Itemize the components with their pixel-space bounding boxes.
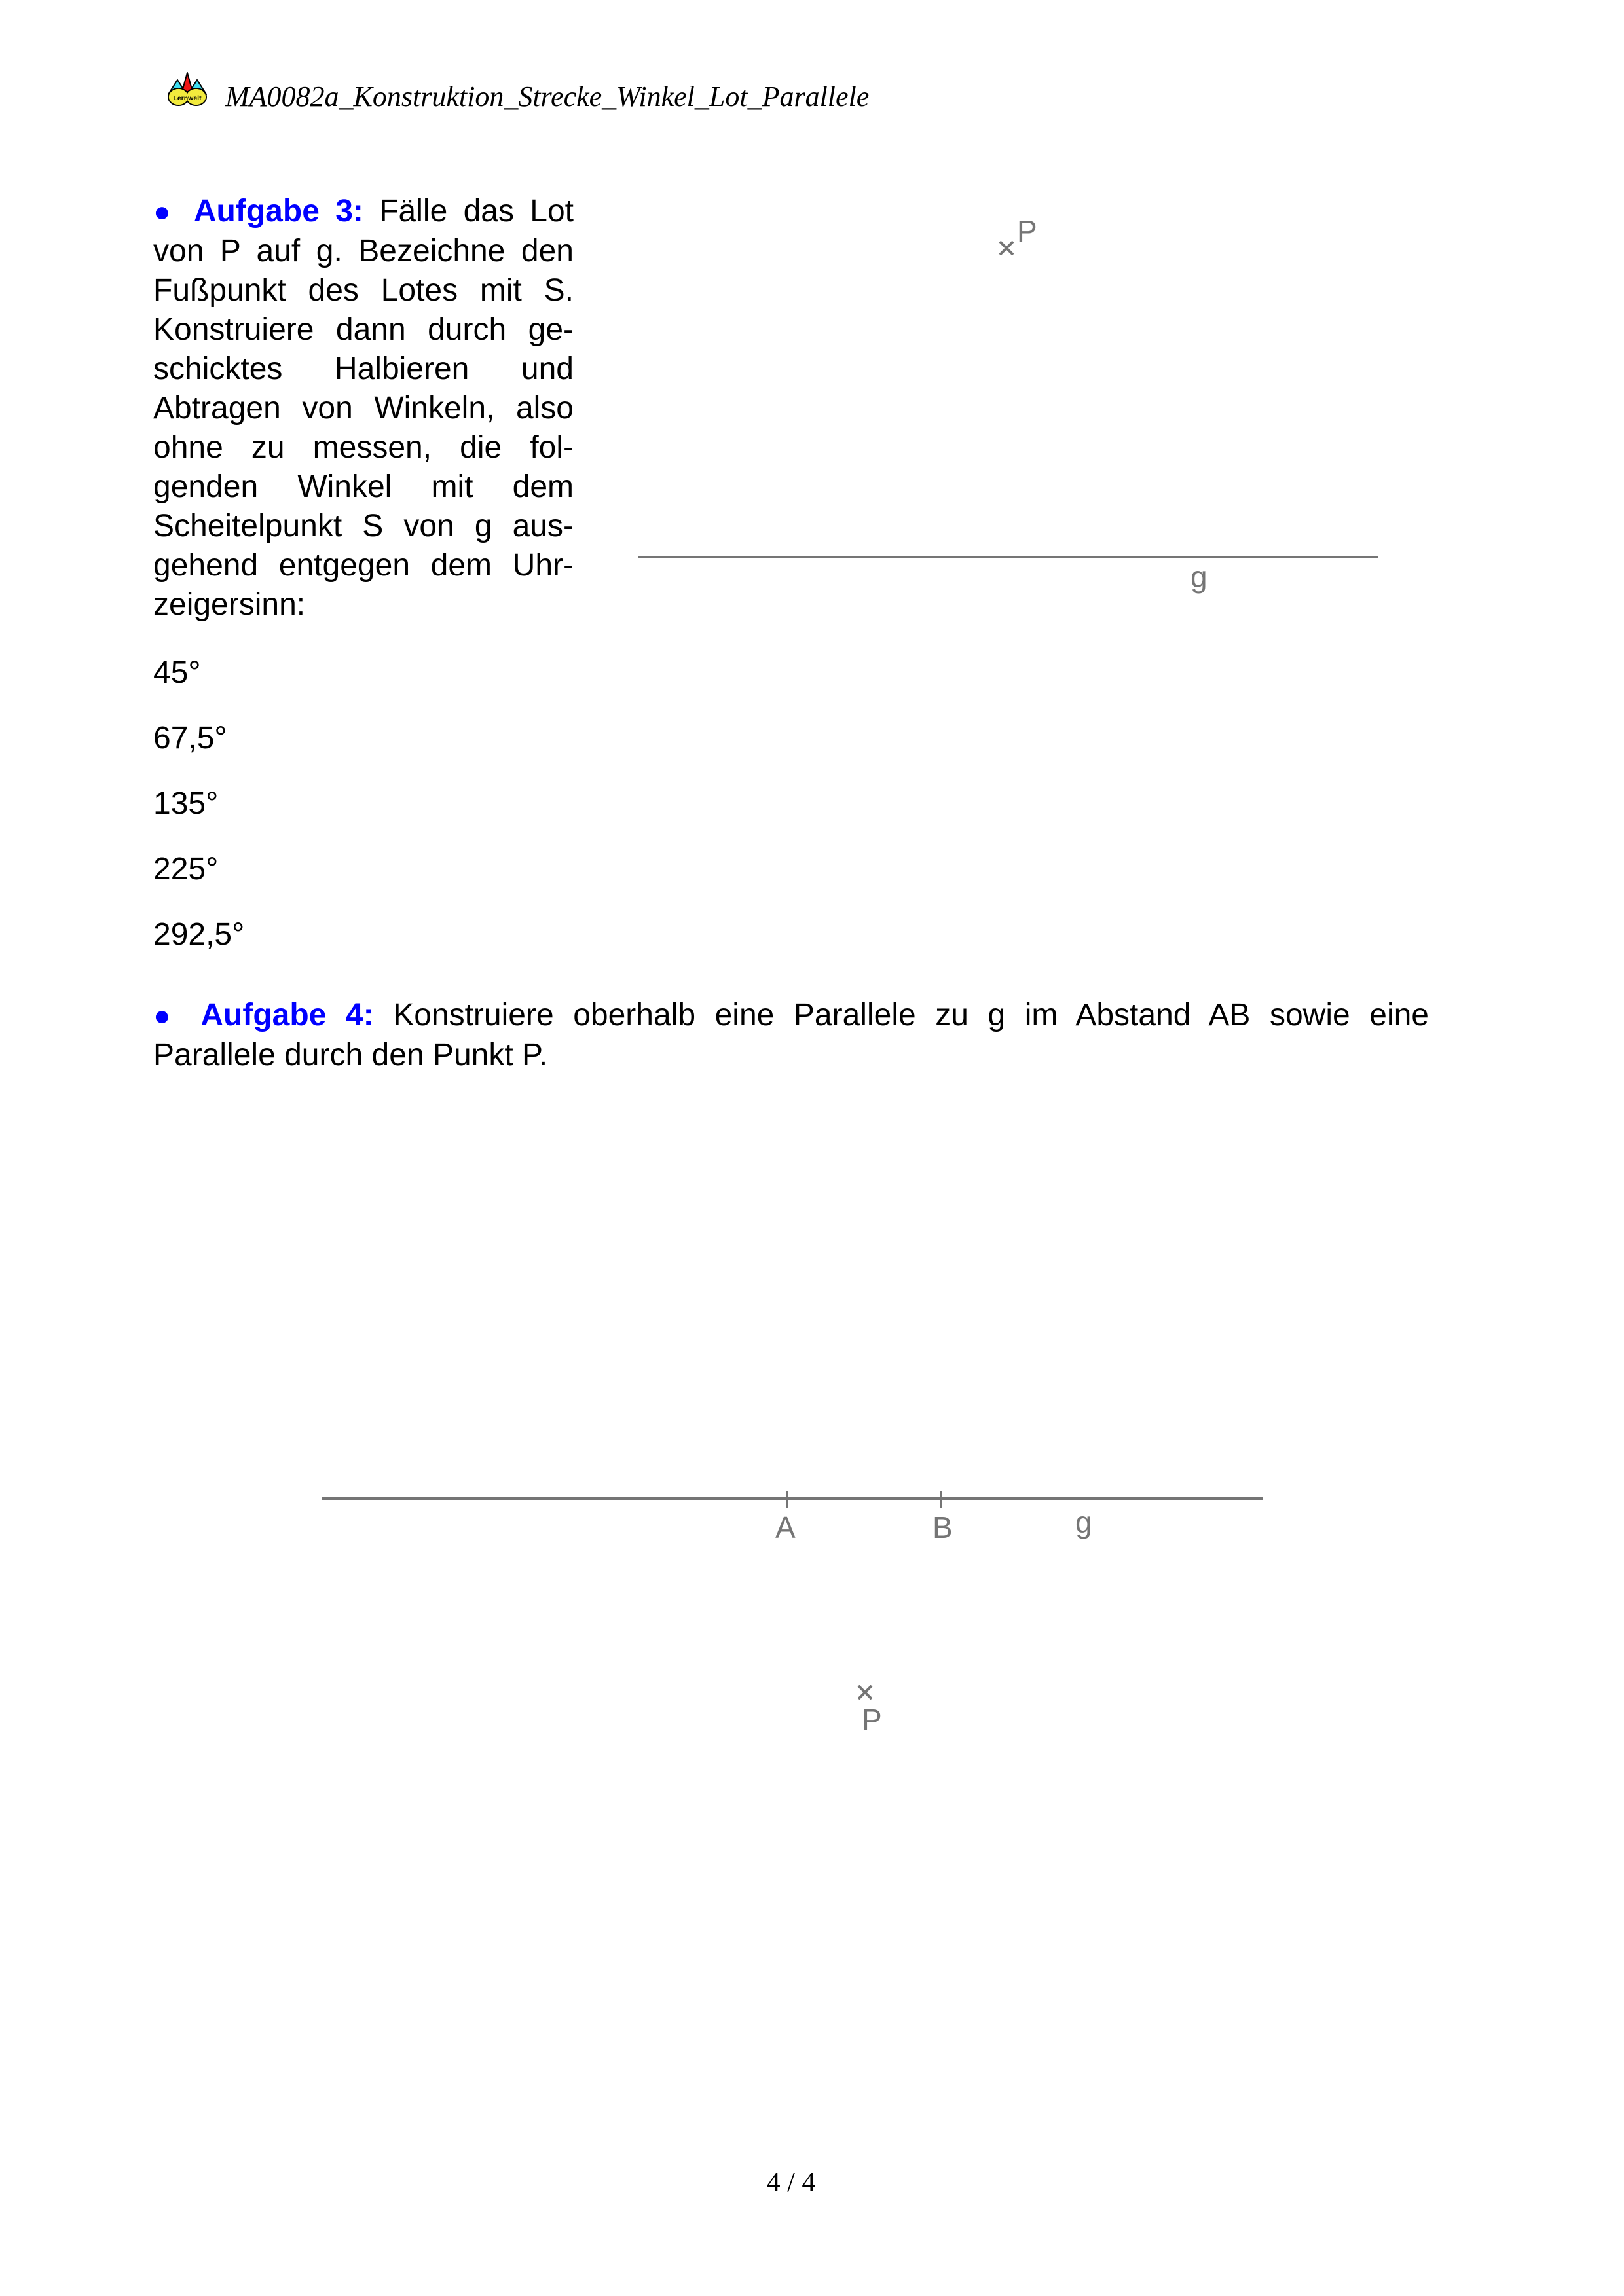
paragraph-line: Abtragen von Winkeln, also (153, 391, 574, 426)
angle-item: 135° (153, 786, 219, 821)
task3-last-line: zeigersinn: (153, 587, 306, 622)
task4-first-line-text: Konstruiere oberhalb eine Parallele zu g im Abstand AB sowie eine (393, 998, 1429, 1032)
diagram2-line-g-label: g (1075, 1505, 1092, 1539)
lernwelt-logo (167, 72, 208, 106)
point-p-cross-marker-icon (857, 1684, 874, 1701)
task4-label: Aufgabe 4: (200, 998, 374, 1032)
paragraph-line: schicktes Halbieren und (153, 352, 574, 386)
task3-label: Aufgabe 3: (193, 194, 363, 228)
bullet-icon: ● (153, 1000, 181, 1032)
paragraph-line: von P auf g. Bezeichne den (153, 234, 574, 268)
point-p-cross-marker-icon (998, 240, 1015, 257)
diagram1-line-g (638, 556, 1378, 558)
task4-paragraph (153, 996, 1429, 1075)
bullet-icon: ● (153, 196, 178, 228)
angle-item: 225° (153, 852, 219, 886)
paragraph-line: ohne zu messen, die fol- (153, 430, 574, 465)
logo-text: Lernwelt (173, 94, 202, 102)
paragraph-line: gehend entgegen dem Uhr- (153, 548, 574, 583)
diagram1-line-g-label: g (1190, 560, 1208, 594)
diagram2-point-b-label: B (932, 1510, 953, 1544)
diagram2-point-a-label: A (775, 1510, 796, 1544)
page-number: 4 / 4 (766, 2168, 816, 2198)
task4-first-line (153, 996, 1429, 1036)
paragraph-line: Scheitelpunkt S von g aus- (153, 509, 574, 543)
diagram2-point-p-label: P (862, 1703, 882, 1737)
paragraph-line: genden Winkel mit dem (153, 469, 574, 504)
task3-paragraph (153, 192, 574, 625)
angle-item: 292,5° (153, 917, 245, 952)
angle-list (153, 640, 244, 968)
paragraph-line: Konstruiere dann durch ge- (153, 312, 574, 347)
diagram2-tick-a (786, 1491, 788, 1508)
diagram2-line-g (322, 1497, 1263, 1500)
task3-body-lines (153, 232, 574, 585)
task3-first-line (153, 192, 574, 232)
document-title: MA0082a_Konstruktion_Strecke_Winkel_Lot_Parallele (225, 81, 870, 113)
angle-item: 45° (153, 655, 201, 690)
angle-item: 67,5° (153, 721, 227, 756)
diagram1-point-p-label: P (1017, 214, 1037, 248)
diagram2-tick-b (940, 1491, 942, 1508)
logo-red-spike (182, 73, 193, 92)
task4-last-line: Parallele durch den Punkt P. (153, 1038, 548, 1072)
task3-first-line-text: Fälle das Lot (379, 194, 574, 228)
paragraph-line: Fußpunkt des Lotes mit S. (153, 273, 574, 308)
